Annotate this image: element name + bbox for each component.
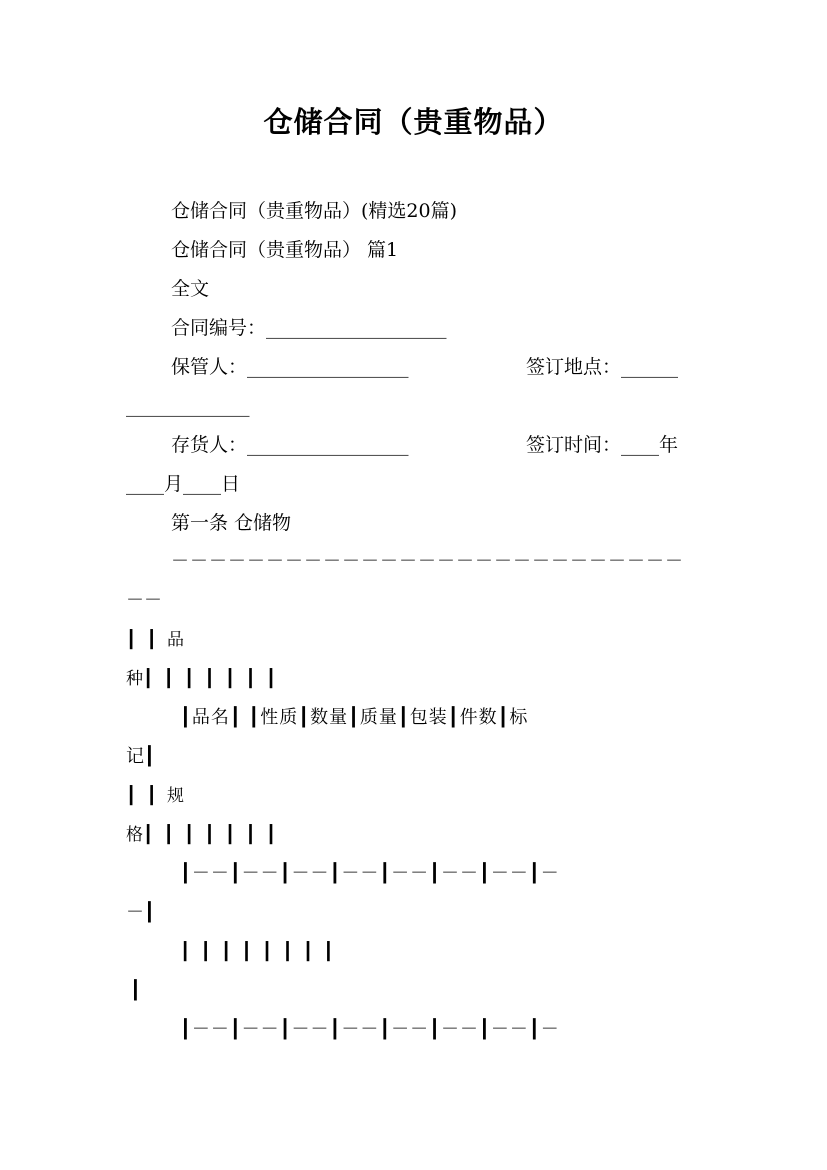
table-divider-row-2: ┃－－┃－－┃－－┃－－┃－－┃－－┃－－┃－: [180, 1019, 560, 1040]
table-rule-continued: －－: [126, 590, 162, 611]
table-divider-row: ┃－－┃－－┃－－┃－－┃－－┃－－┃－－┃－: [180, 863, 560, 884]
table-header-row: ┃品名┃ ┃性质┃数量┃质量┃包装┃件数┃标: [180, 707, 529, 728]
table-divider-continued: －┃: [126, 902, 155, 923]
table-header-continued: 记┃: [126, 746, 155, 767]
table-row-variety: ┃ ┃ 品: [126, 630, 184, 650]
article-one-heading: 第一条 仓储物: [171, 512, 292, 534]
signing-time-line: 签订时间：____年: [526, 434, 679, 456]
document-title: 仓储合同（贵重物品）: [263, 105, 564, 139]
signing-date-continued: ____月____日: [126, 473, 241, 495]
section-heading: 仓储合同（贵重物品） 篇1: [171, 239, 399, 261]
signing-place-continued: _____________: [126, 395, 250, 417]
contract-number-line: 合同编号：___________________: [171, 317, 447, 339]
signing-place-line: 签订地点：______: [526, 356, 679, 378]
depositor-line: 存货人：_________________: [171, 434, 409, 456]
table-row-variety-continued: 种┃ ┃ ┃ ┃ ┃ ┃ ┃: [126, 669, 277, 689]
table-empty-row: ┃ ┃ ┃ ┃ ┃ ┃ ┃ ┃: [180, 942, 334, 962]
table-row-spec-continued: 格┃ ┃ ┃ ┃ ┃ ┃ ┃: [126, 825, 277, 845]
table-empty-continued: ┃: [130, 980, 141, 1001]
table-rule-line: －－－－－－－－－－－－－－－－－－－－－－－－－－－: [171, 551, 684, 572]
table-row-spec: ┃ ┃ 规: [126, 786, 184, 806]
custodian-line: 保管人：_________________: [171, 356, 409, 378]
subtitle-line: 仓储合同（贵重物品）(精选20篇): [171, 200, 458, 222]
fulltext-label: 全文: [171, 278, 210, 300]
